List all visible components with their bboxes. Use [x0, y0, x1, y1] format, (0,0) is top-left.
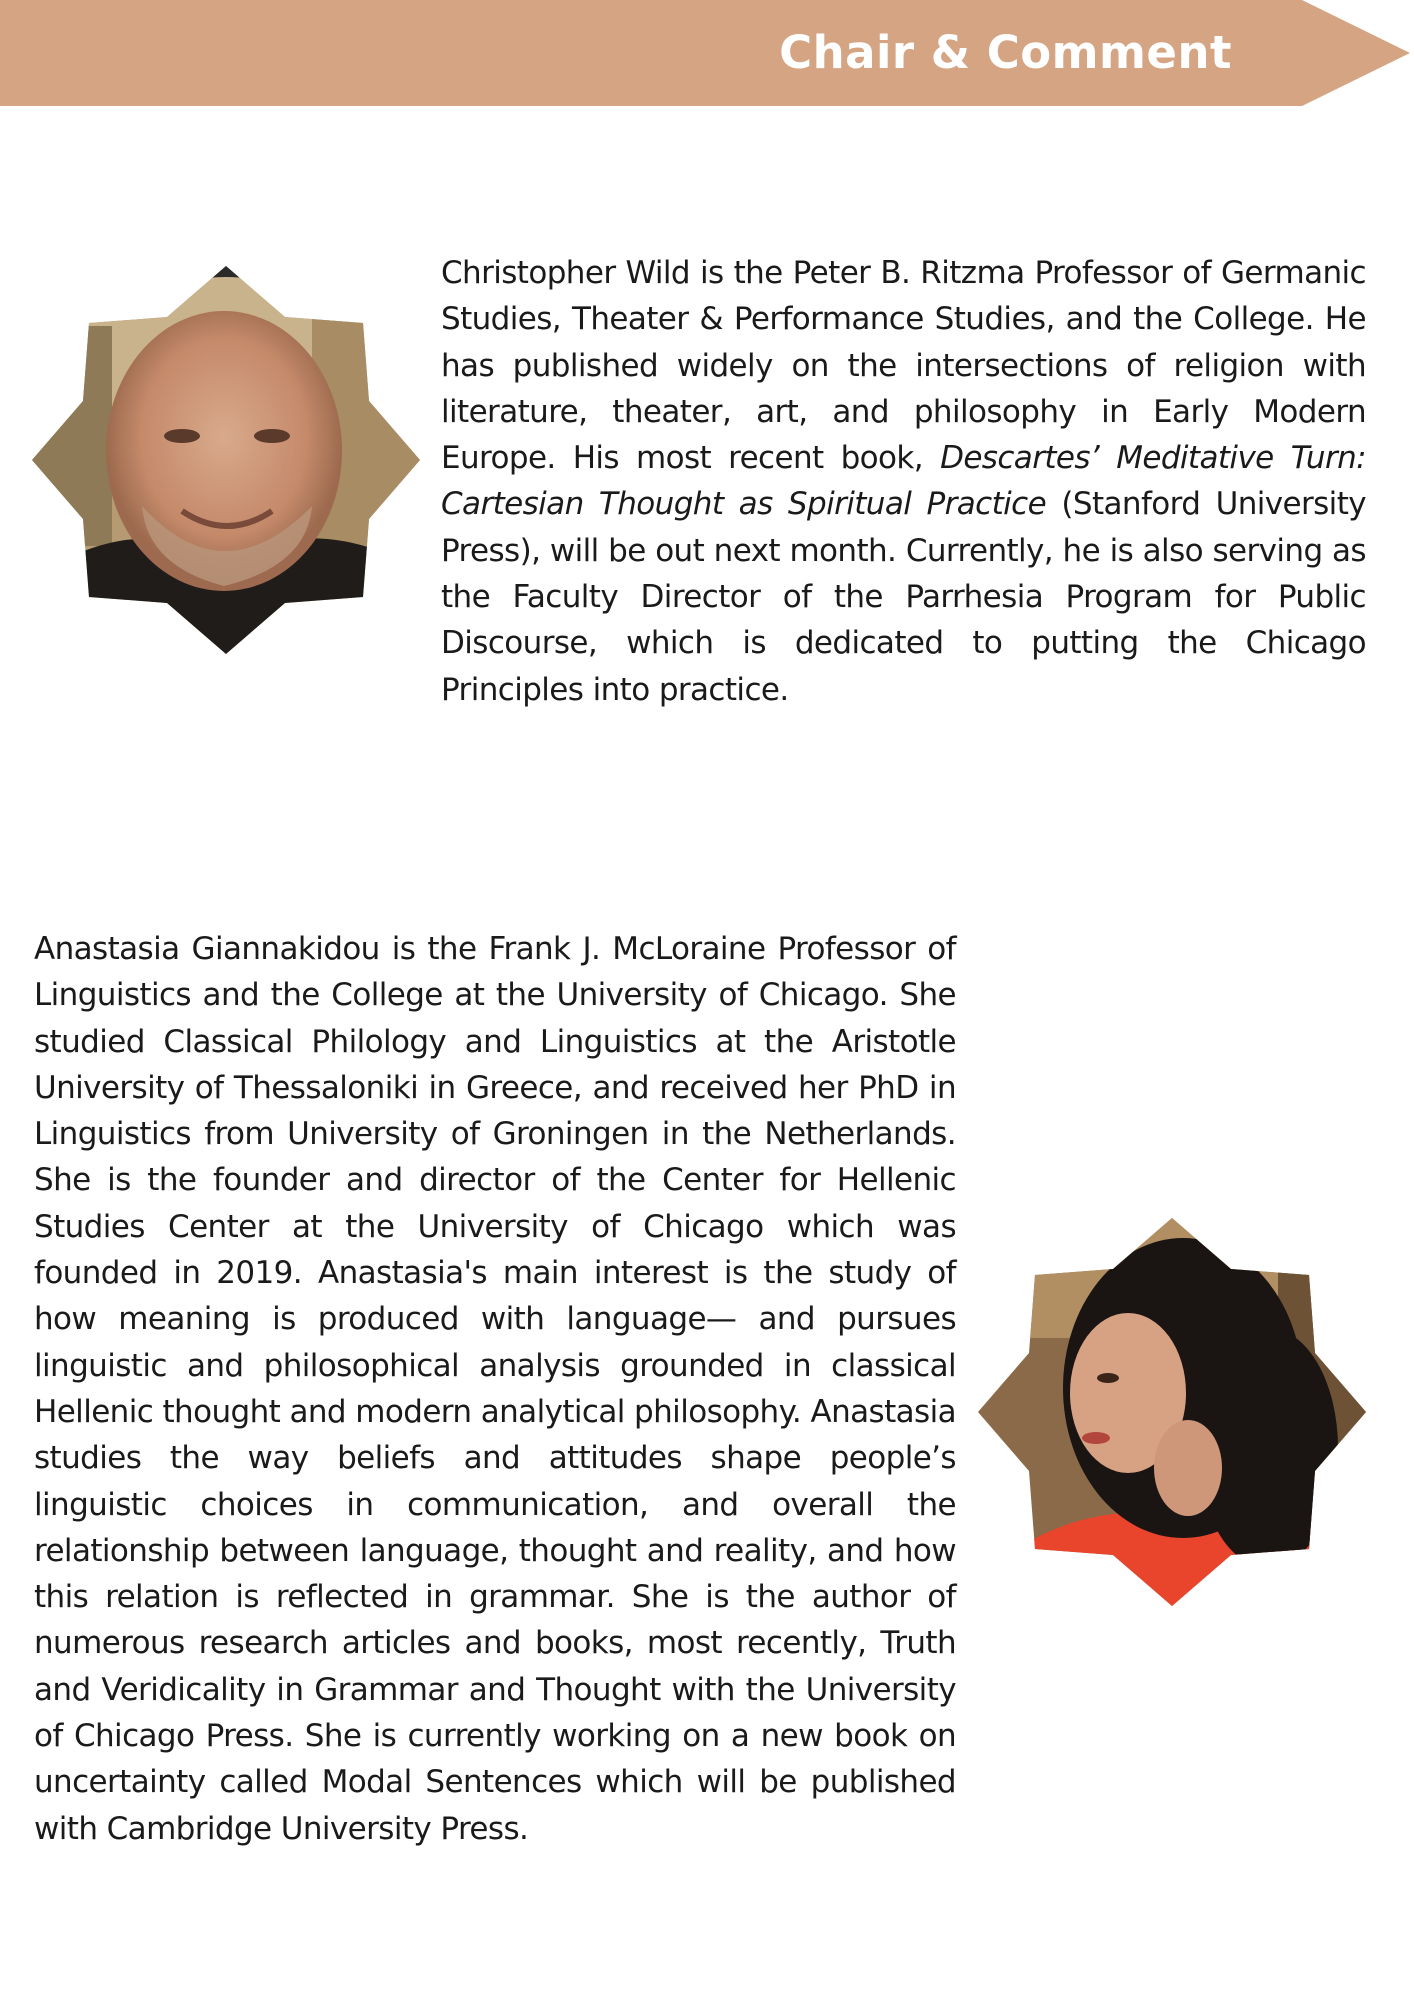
- person-photo-icon: [32, 266, 420, 654]
- person-photo-icon: [978, 1218, 1366, 1606]
- bio-text-part-1: Christopher Wild is the Peter B. Ritzma Professor of Germanic Studies, Theater & Performance Studies, and the College. He has published widely on the intersections of religion with literature, theater, art, and philosophy in Early Modern Europe. His most recent book,: [441, 255, 1366, 477]
- bio-text-part-2: (Stanford University Press), will be out next month. Currently, he is also serving as the Faculty Director of the Parrhesia Program for Public Discourse, which is dedicated to putting the Chicago Principles into practice.: [441, 486, 1366, 708]
- portrait-christopher-wild: [32, 266, 420, 654]
- page-title: Chair & Comment: [779, 26, 1232, 79]
- portrait-anastasia-giannakidou: [978, 1218, 1366, 1606]
- book-title: Descartes’ Meditative Turn: Cartesian Thought as Spiritual Practice: [441, 440, 1366, 523]
- bio-anastasia-giannakidou: Anastasia Giannakidou is the Frank J. McLoraine Professor of Linguistics and the College at the University of Chicago. She studied Classical Philology and Linguistics at the Aristotle University of Thessaloniki in Greece, and received her PhD in Linguistics from University of Groningen in the Netherlands. She is the founder and director of the Center for Hellenic Studies Center at the University of Chicago which was founded in 2019. Anastasia's main interest is the study of how meaning is produced with language— and pursues linguistic and philosophical analysis grounded in classical Hellenic thought and modern analytical philosophy. Anastasia studies the way beliefs and attitudes shape people’s linguistic choices in communication, and overall the relationship between language, thought and reality, and how this relation is reflected in grammar. She is the author of numerous research articles and books, most recently, Truth and Veridicality in Grammar and Thought with the University of Chicago Press. She is currently working on a new book on uncertainty called Modal Sentences which will be published with Cambridge University Press.: [34, 931, 956, 1847]
- bio-christopher-wild: [441, 250, 1366, 713]
- header-banner: [0, 0, 1414, 106]
